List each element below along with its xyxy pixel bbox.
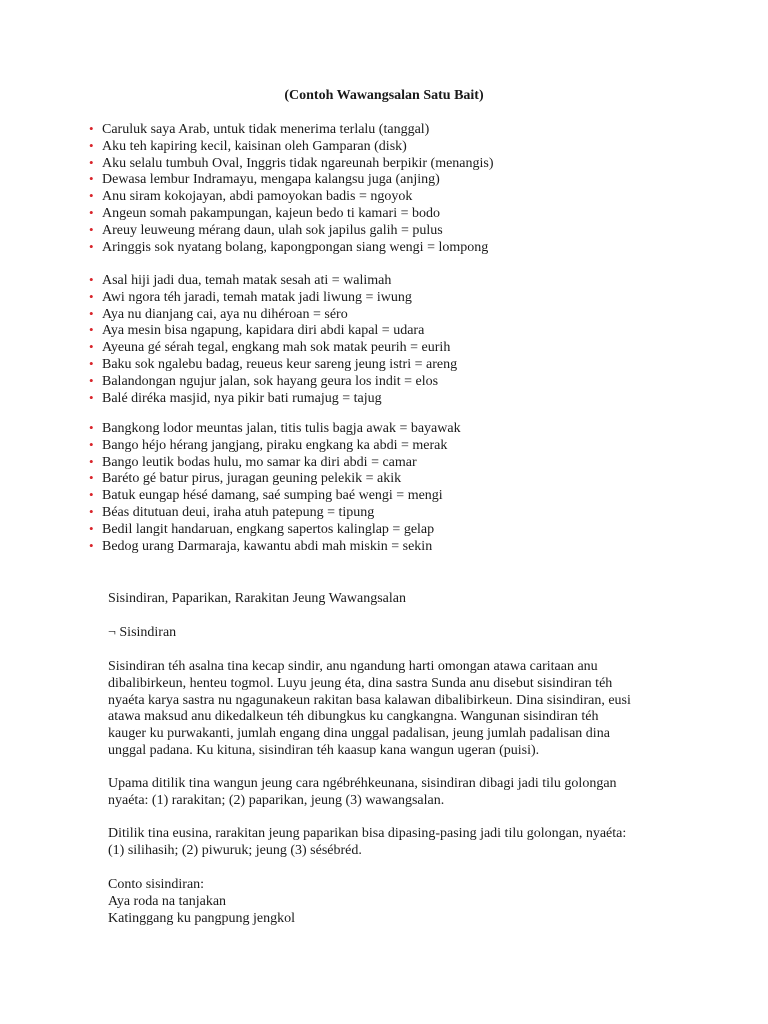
list-item-text: Béas ditutuan deui, iraha atuh patepung = tipung: [102, 504, 375, 520]
text-line: Upama ditilik tina wangun jeung cara ngébréhkeunana, sisindiran dibagi jadi tilu golongan: [108, 776, 617, 791]
bullet-icon: •: [89, 154, 94, 170]
bullet-icon: •: [89, 503, 94, 519]
wawangsalan-list-2: [89, 272, 457, 406]
bullet-icon: •: [89, 372, 94, 388]
bullet-icon: •: [89, 121, 94, 136]
bullet-icon: •: [89, 537, 94, 553]
list-item-text: Bangkong lodor meuntas jalan, titis tulis bagja awak = bayawak: [102, 421, 461, 436]
bullet-icon: •: [89, 137, 94, 153]
list-item-text: Batuk eungap hésé damang, saé sumping baé wengi = mengi: [102, 488, 443, 504]
list-item-text: Bango héjo hérang jangjang, piraku engkang ka abdi = merak: [102, 437, 448, 453]
bullet-icon: •: [89, 305, 94, 321]
bullet-icon: •: [89, 188, 94, 204]
list-item: [89, 390, 457, 407]
list-item: [89, 239, 494, 256]
list-item: [89, 373, 457, 390]
list-item: [89, 504, 461, 521]
list-item-text: Aya nu dianjang cai, aya nu dihéroan = séro: [102, 306, 348, 322]
list-item: [89, 188, 494, 205]
list-item-text: Bedog urang Darmaraja, kawantu abdi mah miskin = sekin: [102, 538, 433, 554]
list-item-text: Awi ngora téh jaradi, temah matak jadi liwung = iwung: [102, 289, 412, 305]
section-subheading: ¬ Sisindiran: [108, 625, 177, 640]
bullet-icon: •: [89, 355, 94, 371]
list-item: [89, 205, 494, 222]
list-item-text: Dewasa lembur Indramayu, mengapa kalangsu juga (anjing): [102, 172, 440, 188]
list-item-text: Bedil langit handaruan, engkang sapertos kalinglap = gelap: [102, 521, 435, 537]
text-line: Sisindiran téh asalna tina kecap sindir, anu ngandung harti omongan atawa caritaan anu: [108, 659, 598, 674]
list-item-text: Aku teh kapiring kecil, kaisinan oleh Gamparan (disk): [102, 138, 407, 154]
list-item-text: Angeun somah pakampungan, kajeun bedo ti kamari = bodo: [102, 205, 440, 221]
list-item-text: Baku sok ngalebu badag, reueus keur sareng jeung istri = areng: [102, 356, 458, 372]
paragraph-content-types: [108, 826, 708, 860]
list-item-text: Caruluk saya Arab, untuk tidak menerima terlalu (tanggal): [102, 122, 430, 137]
bullet-icon: •: [89, 221, 94, 237]
list-item: [89, 339, 457, 356]
paragraph-definition: [108, 659, 708, 760]
list-item: [89, 155, 494, 172]
list-item: [89, 538, 461, 555]
text-line: Ditilik tina eusina, rarakitan jeung paparikan bisa dipasing-pasing jadi tilu golongan, nyaéta:: [108, 826, 627, 841]
wawangsalan-list-3: [89, 420, 461, 554]
list-item: [89, 487, 461, 504]
bullet-icon: •: [89, 453, 94, 469]
section-heading: Sisindiran, Paparikan, Rarakitan Jeung Wawangsalan: [108, 591, 406, 606]
list-item-text: Bango leutik bodas hulu, mo samar ka diri abdi = camar: [102, 454, 417, 470]
list-item-text: Areuy leuweung mérang daun, ulah sok japilus galih = pulus: [102, 222, 443, 238]
list-item: [89, 272, 457, 289]
bullet-icon: •: [89, 470, 94, 486]
list-item: [89, 356, 457, 373]
list-item: [89, 322, 457, 339]
list-item: [89, 437, 461, 454]
text-line: atawa maksud anu dikedalkeun téh dibungkus ku cangkangna. Wangunan sisindiran téh: [108, 709, 599, 725]
bullet-icon: •: [89, 238, 94, 254]
text-line: Katinggang ku pangpung jengkol: [108, 910, 296, 926]
bullet-icon: •: [89, 520, 94, 536]
list-item-text: Aringgis sok nyatang bolang, kapongpongan siang wengi = lompong: [102, 239, 489, 255]
text-line: nyaéta karya sastra nu ngagunakeun rakitan basa kalawan dibalibirkeun. Dina sisindiran, eusi: [108, 692, 631, 708]
list-item-text: Aku selalu tumbuh Oval, Inggris tidak ngareunah berpikir (menangis): [102, 155, 494, 171]
bullet-icon: •: [89, 389, 94, 405]
list-item: [89, 171, 494, 188]
text-line: kauger ku purwakanti, jumlah engang dina unggal padalisan, jeung jumlah padalisan dina: [108, 726, 610, 742]
bullet-icon: •: [89, 487, 94, 503]
list-item-text: Anu siram kokojayan, abdi pamoyokan badis = ngoyok: [102, 189, 413, 205]
bullet-icon: •: [89, 171, 94, 187]
text-line: unggal padana. Ku kituna, sisindiran téh kaasup kana wangun ugeran (puisi).: [108, 742, 540, 758]
list-item-text: Asal hiji jadi dua, temah matak sesah ati = walimah: [102, 273, 392, 288]
list-item-text: Ayeuna gé sérah tegal, engkang mah sok matak peurih = eurih: [102, 340, 451, 356]
list-item: [89, 222, 494, 239]
list-item: [89, 138, 494, 155]
text-line: dibalibirkeun, henteu togmol. Luyu jeung éta, dina sastra Sunda anu disebut sisindiran téh: [108, 675, 613, 691]
list-item-text: Balandongan ngujur jalan, sok hayang geura los indit = elos: [102, 373, 439, 389]
text-line: Conto sisindiran:: [108, 877, 205, 892]
bullet-icon: •: [89, 272, 94, 287]
list-item: [89, 521, 461, 538]
bullet-icon: •: [89, 322, 94, 338]
wawangsalan-list-1: [89, 121, 494, 255]
bullet-icon: •: [89, 204, 94, 220]
document-title: (Contoh Wawangsalan Satu Bait): [284, 88, 484, 103]
text-line: nyaéta: (1) rarakitan; (2) paparikan, jeung (3) wawangsalan.: [108, 792, 445, 808]
list-item-text: Aya mesin bisa ngapung, kapidara diri abdi kapal = udara: [102, 323, 425, 339]
list-item-text: Baréto gé batur pirus, juragan geuning pelekik = akik: [102, 471, 402, 487]
list-item: [89, 420, 461, 437]
list-item: [89, 121, 494, 138]
bullet-icon: •: [89, 436, 94, 452]
bullet-icon: •: [89, 420, 94, 435]
bullet-icon: •: [89, 288, 94, 304]
bullet-icon: •: [89, 339, 94, 355]
paragraph-example: [108, 877, 708, 927]
text-line: (1) silihasih; (2) piwuruk; jeung (3) sésébréd.: [108, 842, 362, 858]
list-item: [89, 289, 457, 306]
paragraph-types: [108, 776, 708, 810]
list-item: [89, 470, 461, 487]
list-item: [89, 306, 457, 323]
text-line: Aya roda na tanjakan: [108, 893, 227, 909]
list-item: [89, 454, 461, 471]
list-item-text: Balé diréka masjid, nya pikir bati rumajug = tajug: [102, 390, 382, 406]
